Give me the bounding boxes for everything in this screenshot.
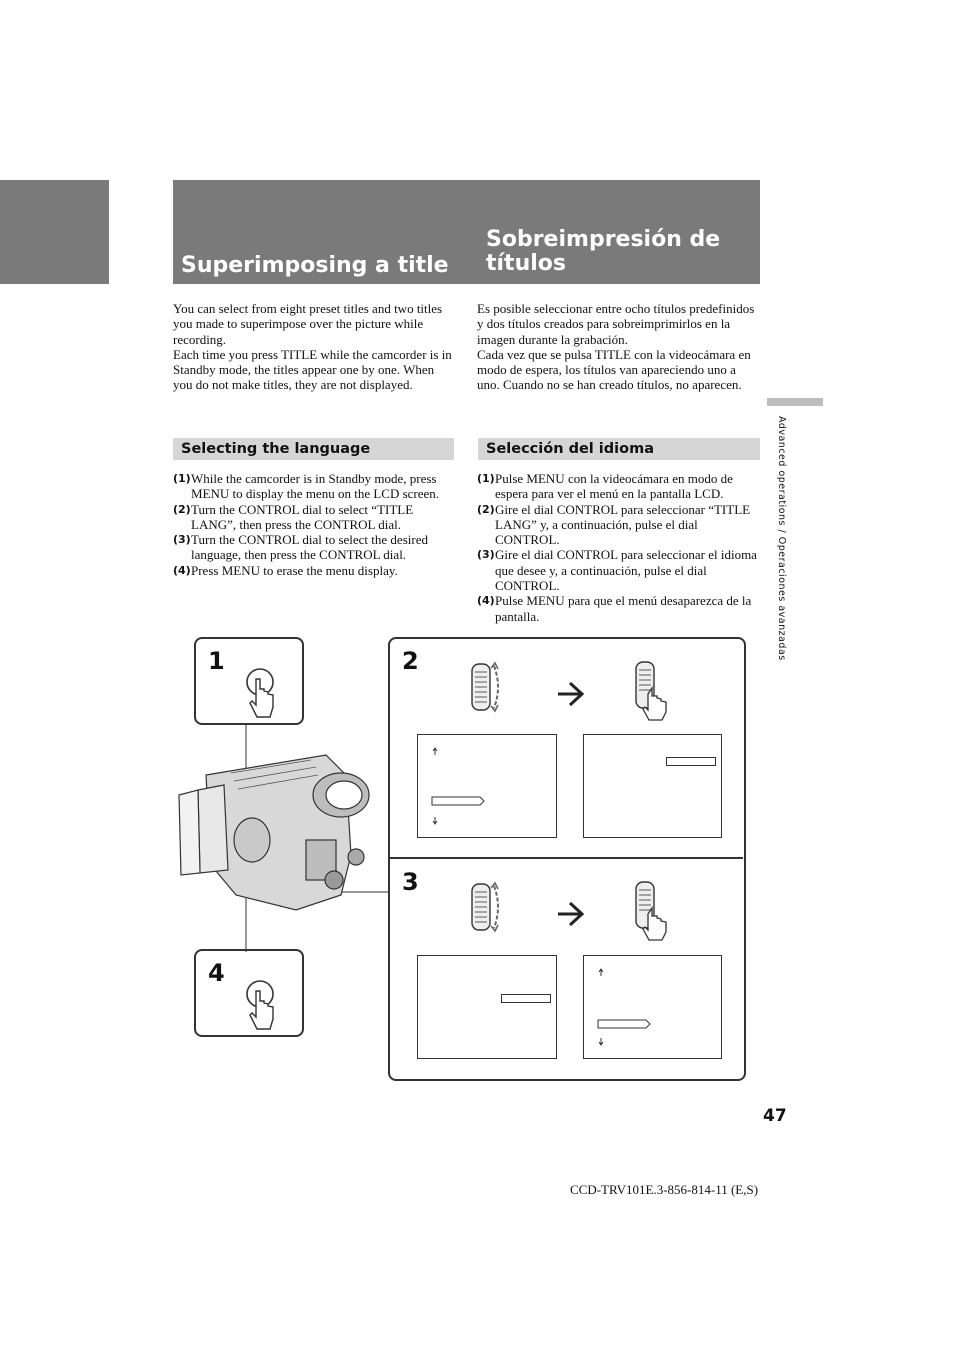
- step-number: (4): [477, 594, 495, 608]
- control-dial-press-icon: [630, 878, 674, 944]
- step-text: Turn the CONTROL dial to select “TITLE LANG”, then press the CONTROL dial.: [191, 501, 414, 532]
- step-number: (3): [173, 533, 191, 547]
- control-dial-turn-icon: [466, 880, 506, 934]
- section-heading-es: Selección del idioma: [478, 438, 760, 460]
- page-title-en: Superimposing a title: [181, 253, 449, 278]
- step1-number: 1: [208, 647, 225, 675]
- menu-cursor-diagram: [430, 747, 510, 827]
- list-item: [477, 547, 757, 593]
- step-number: (3): [477, 548, 495, 562]
- page-number: 47: [763, 1106, 787, 1126]
- right-arrow-icon: [556, 900, 586, 928]
- step-number: (1): [173, 472, 191, 485]
- list-item: [477, 471, 757, 502]
- step2-number: 2: [402, 647, 419, 675]
- highlight-box: [666, 757, 716, 766]
- section-heading-en: Selecting the language: [173, 438, 454, 460]
- list-item: [477, 593, 757, 624]
- footer-code: CCD-TRV101E.3-856-814-11 (E,S): [570, 1182, 759, 1197]
- list-item: [173, 502, 455, 533]
- menu-cursor-diagram: [596, 968, 676, 1048]
- divider: [390, 857, 743, 859]
- step-text: Pulse MENU para que el menú desaparezca de la pantalla.: [495, 593, 752, 624]
- side-tab-label: Advanced operations / Operaciones avanzadas: [776, 416, 787, 661]
- step3-number: 3: [402, 868, 419, 896]
- step-number: (2): [477, 502, 495, 516]
- list-item: [173, 532, 455, 563]
- right-arrow-icon: [556, 680, 586, 708]
- step-text: Gire el dial CONTROL para seleccionar el idioma que desee y, a continuación, pulse el dial CONTROL.: [495, 547, 757, 594]
- step-number: (4): [173, 563, 191, 577]
- step4-box: [194, 949, 304, 1037]
- step-text: Pulse MENU con la videocámara en modo de espera para ver el menú en la pantalla LCD.: [495, 471, 733, 502]
- list-item: [173, 471, 455, 502]
- step-number: (2): [173, 502, 191, 516]
- side-tab-block: [0, 180, 109, 284]
- menu-button-press-icon: [240, 977, 286, 1035]
- control-dial-turn-icon: [466, 660, 506, 714]
- lcd-screen-menu-return: [583, 955, 722, 1059]
- step-text: Turn the CONTROL dial to select the desired language, then press the CONTROL dial.: [191, 532, 428, 563]
- step-text: While the camcorder is in Standby mode, press MENU to display the menu on the LCD screen.: [191, 471, 440, 502]
- menu-button-press-icon: [240, 665, 286, 723]
- steps-list-en: [173, 471, 455, 578]
- highlight-box: [501, 994, 551, 1003]
- step4-number: 4: [208, 959, 225, 987]
- lcd-screen-title-lang: [583, 734, 722, 838]
- step1-box: [194, 637, 304, 725]
- step-text: Gire el dial CONTROL para seleccionar “TITLE LANG” y, a continuación, pulse el dial CONTROL.: [495, 501, 751, 548]
- camcorder-illustration: [176, 745, 376, 915]
- lcd-screen-menu: [417, 734, 557, 838]
- side-tab-marker: [767, 398, 823, 406]
- intro-es: Es posible seleccionar entre ocho títulos predefinidos y dos títulos creados para sobreimprimirlos en la imagen durante la grabación. Cada vez que se pulsa TITLE con la videocámara en modo de espera, los títulos van apareciendo uno a uno. Cuando no se han creado títulos, no aparecen.: [477, 301, 755, 393]
- page-title-es: Sobreimpresión de títulos: [486, 227, 721, 276]
- list-item: [173, 563, 455, 578]
- step-text: Press MENU to erase the menu display.: [191, 562, 398, 578]
- step-number: (1): [477, 472, 495, 485]
- steps-list-es: [477, 471, 757, 624]
- list-item: [477, 502, 757, 548]
- lcd-screen-language: [417, 955, 557, 1059]
- control-dial-press-icon: [630, 658, 674, 724]
- intro-en: You can select from eight preset titles and two titles you made to superimpose over the picture while recording. Each time you press TITLE while the camcorder is in Standby mode, the titles appear one by one. When you do not make titles, they are not displayed.: [173, 301, 452, 393]
